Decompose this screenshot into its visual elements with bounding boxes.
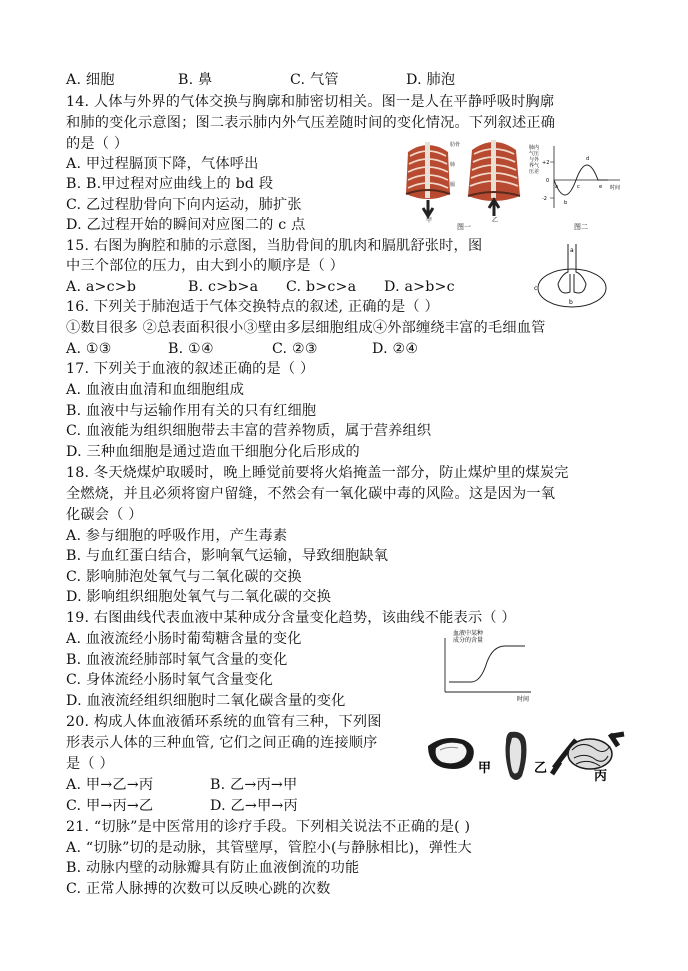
q18-stem-line2: 全燃烧，并且必须将窗户留缝，不然会有一氧化碳中毒的风险。这是因为一氧 xyxy=(66,486,556,502)
q19-option-b: B. 血液流经肺部时氧气含量的变化 xyxy=(66,652,288,668)
q19-option-a: A. 血液流经小肠时葡萄糖含量的变化 xyxy=(66,631,302,647)
fig2-tick-minus2: -2 xyxy=(542,196,547,202)
q16-option-c: C. ②③ xyxy=(272,341,318,357)
q14-option-a: A. 甲过程膈顶下降，气体呼出 xyxy=(66,156,259,172)
fig2-tick-0: 0 xyxy=(546,178,550,184)
q20-option-d: D. 乙→甲→丙 xyxy=(210,798,298,814)
fig2-ylabel-2: 气压 xyxy=(529,151,540,157)
fig1-caption: 图一 xyxy=(457,223,471,231)
q14-figure-2 xyxy=(528,142,624,222)
q14-figure-1 xyxy=(400,134,530,224)
q18-option-c: C. 影响肺泡处氧气与二氧化碳的交换 xyxy=(66,569,302,585)
q21-option-c: C. 正常人脉搏的次数可以反映心跳的次数 xyxy=(66,881,331,897)
q20-stem-line1: 20. 构成人体血液循环系统的血管有三种，下列图 xyxy=(66,714,382,730)
q17-option-c: C. 血液能为组织细胞带去丰富的营养物质，属于营养组织 xyxy=(66,423,432,439)
q17-option-a: A. 血液由血清和血细胞组成 xyxy=(66,382,245,398)
q20-stem-line2: 形表示人体的三种血管, 它们之间正确的连接顺序 xyxy=(66,735,378,751)
fig2-point-a: a xyxy=(555,184,559,190)
fig2-ylabel-4: 界气 xyxy=(529,163,540,169)
q20-option-b: B. 乙→丙→甲 xyxy=(210,777,298,793)
q14-option-c: C. 乙过程肋骨向下向内运动，肺扩张 xyxy=(66,197,302,213)
q20-fig-label-jia: 甲 xyxy=(478,761,492,776)
q18-option-a: A. 参与细胞的呼吸作用，产生毒素 xyxy=(66,528,288,544)
q15-figure xyxy=(532,244,612,310)
q15-options xyxy=(66,277,455,297)
q20-options-row2 xyxy=(66,796,298,816)
q15-fig-point-c: c xyxy=(534,285,538,292)
q19-fig-xlabel: 时间 xyxy=(517,696,530,703)
q16-items: ①数目很多 ②总表面积很小③壁由多层细胞组成④外部缠绕丰富的毛细血管 xyxy=(66,320,546,336)
q20-fig-label-bing: 丙 xyxy=(594,769,608,784)
q19-option-c: C. 身体流经小肠时氧气含量变化 xyxy=(66,672,274,688)
ribcage-jia xyxy=(406,142,450,216)
fig2-ylabel-3: 与外 xyxy=(529,157,540,163)
q21-option-b: B. 动脉内壁的动脉瓣具有防止血液倒流的功能 xyxy=(66,860,360,876)
q13-option-d: D. 肺泡 xyxy=(406,72,456,88)
q16-option-a: A. ①③ xyxy=(66,341,112,357)
q15-option-d: D. a>b>c xyxy=(384,279,455,295)
vessel-yi xyxy=(506,732,527,780)
q21-stem: 21. “切脉”是中医常用的诊疗手段。下列相关说法不正确的是( ) xyxy=(66,819,471,835)
q16-option-d: D. ②④ xyxy=(372,341,419,357)
q13-options xyxy=(66,70,455,90)
q19-fig-ylabel-1: 血液中某种 xyxy=(453,630,484,637)
q20-option-c: C. 甲→丙→乙 xyxy=(66,798,154,814)
q17-option-d: D. 三种血细胞是通过造血干细胞分化后形成的 xyxy=(66,444,360,460)
q20-options-row1 xyxy=(66,775,297,795)
q19-option-d: D. 血液流经组织细胞时二氧化碳含量的变化 xyxy=(66,693,346,709)
q16-stem: 16. 下列关于肺泡适于气体交换特点的叙述, 正确的是（ ） xyxy=(66,299,439,315)
q18-option-d: D. 影响组织细胞处氧气与二氧化碳的交换 xyxy=(66,589,332,605)
q18-stem-line1: 18. 冬天烧煤炉取暖时，晚上睡觉前要将火焰掩盖一部分，防止煤炉里的煤炭完 xyxy=(66,465,569,481)
q15-stem-line2: 中三个部位的压力，由大到小的顺序是（ ） xyxy=(66,258,345,274)
q13-option-b: B. 鼻 xyxy=(178,72,213,88)
q15-option-b: B. c>b>a xyxy=(188,279,259,295)
fig2-point-c: c xyxy=(577,184,580,190)
fig2-ylabel-5: 压差 xyxy=(529,169,540,175)
q14-stem-line2: 和肺的变化示意图；图二表示肺内外气压差随时间的变化情况。下列叙述正确 xyxy=(66,115,556,131)
q20-figure xyxy=(424,728,638,784)
fig1-sub-jia: 甲 xyxy=(426,217,433,224)
q16-option-b: B. ①④ xyxy=(168,341,214,357)
fig2-xlabel: 时间 xyxy=(610,185,621,191)
fig2-point-d: d xyxy=(586,156,590,162)
fig1-label-lung: 肺 xyxy=(450,162,456,168)
fig2-caption: 图二 xyxy=(574,223,588,231)
q20-fig-label-yi: 乙 xyxy=(534,761,548,776)
q14-option-b: B. B.甲过程对应曲线上的 bd 段 xyxy=(66,176,274,192)
q18-option-b: B. 与血红蛋白结合，影响氧气运输，导致细胞缺氧 xyxy=(66,548,389,564)
q15-option-a: A. a>c>b xyxy=(66,279,137,295)
q19-figure xyxy=(437,628,537,704)
q18-stem-line3: 化碳会（ ） xyxy=(66,507,143,523)
fig2-ylabel-1: 肺内 xyxy=(529,145,540,151)
ribcage-yi xyxy=(468,140,520,216)
q14-stem-line1: 14. 人体与外界的气体交换与胸廓和肺密切相关。图一是人在平静呼吸时胸廓 xyxy=(66,94,555,110)
q14-option-d: D. 乙过程开始的瞬间对应图二的 c 点 xyxy=(66,217,306,233)
q19-fig-ylabel-2: 成分的含量 xyxy=(453,637,484,644)
q19-stem: 19. 右图曲线代表血液中某种成分含量变化趋势，该曲线不能表示（ ） xyxy=(66,610,516,626)
q20-option-a: A. 甲→乙→丙 xyxy=(66,777,154,793)
q15-stem-line1: 15. 右图为胸腔和肺的示意图，当肋骨间的肌肉和膈肌舒张时，图 xyxy=(66,238,483,254)
q13-option-a: A. 细胞 xyxy=(66,72,115,88)
q17-option-b: B. 血液中与运输作用有关的只有红细胞 xyxy=(66,403,317,419)
q13-option-c: C. 气管 xyxy=(290,72,339,88)
q20-stem-line3: 是（ ） xyxy=(66,756,114,772)
q17-stem: 17. 下列关于血液的叙述正确的是（ ） xyxy=(66,361,315,377)
q15-fig-point-b: b xyxy=(569,299,573,306)
fig2-point-e: e xyxy=(599,184,603,190)
q16-options xyxy=(66,339,418,359)
fig2-point-b: b xyxy=(564,200,568,206)
fig1-label-diaphragm: 膈 xyxy=(450,182,456,188)
q21-option-a: A. “切脉”切的是动脉，其管壁厚，管腔小(与静脉相比)，弹性大 xyxy=(66,840,472,856)
q14-stem-line3: 的是（ ） xyxy=(66,136,129,152)
fig1-sub-yi: 乙 xyxy=(492,217,499,224)
q15-option-c: C. b>c>a xyxy=(286,279,357,295)
vessel-jia xyxy=(428,738,474,769)
fig1-label-rib: 肋骨 xyxy=(450,142,461,148)
fig2-tick-plus2: +2 xyxy=(542,160,550,166)
q15-fig-point-a: a xyxy=(570,247,574,254)
vessel-bing xyxy=(552,734,624,774)
